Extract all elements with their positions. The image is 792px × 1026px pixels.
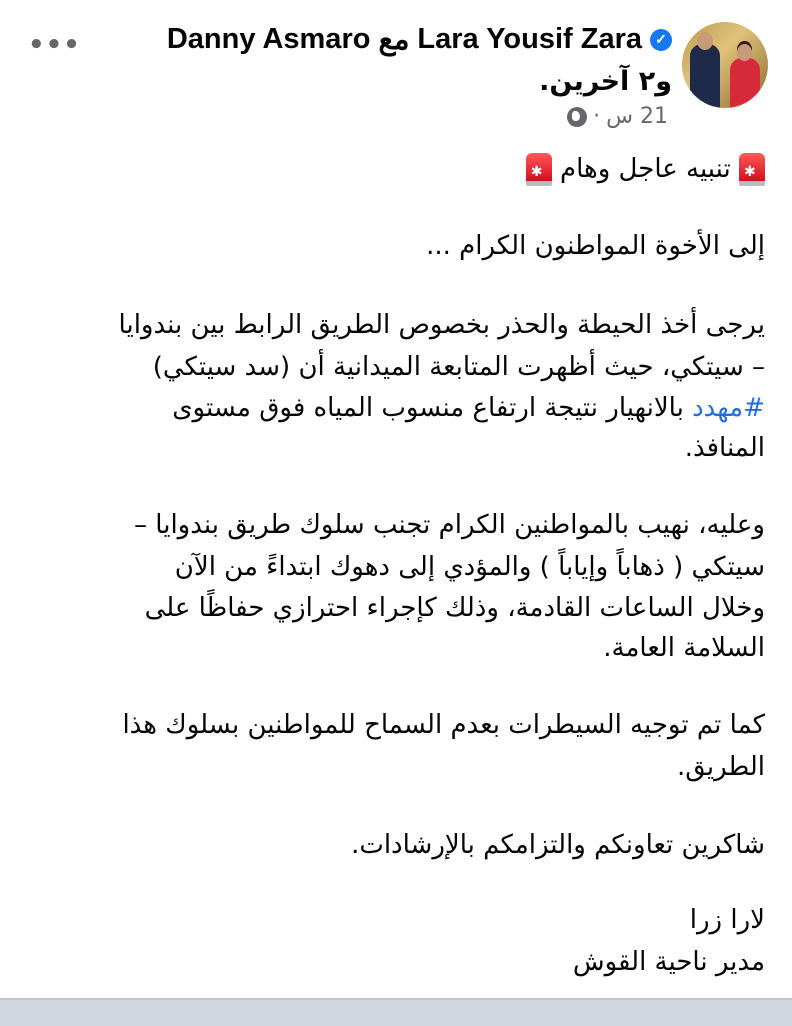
- post-line: كما تم توجيه السيطرات بعدم السماح للمواطنين بسلوك هذا: [122, 710, 765, 740]
- avatar-figure: [690, 44, 720, 108]
- with-word: مع: [378, 24, 410, 56]
- post-line: شاكرين تعاونكم والتزامكم بالإرشادات.: [351, 830, 765, 860]
- siren-icon: [739, 153, 765, 186]
- post-title: [526, 152, 765, 186]
- globe-icon: [567, 107, 587, 127]
- avatar-figure: [697, 32, 713, 50]
- post-meta: [567, 104, 668, 129]
- post-line: وعليه، نهيب بالمواطنين الكرام تجنب سلوك طريق بندوايا –: [134, 510, 765, 540]
- post-line: السلامة العامة.: [603, 633, 765, 663]
- siren-icon: [526, 153, 552, 186]
- hashtag-link[interactable]: #مهدد: [692, 393, 765, 423]
- title-text: تنبيه عاجل وهام: [560, 154, 731, 184]
- post-line: الطريق.: [676, 752, 765, 782]
- others-link[interactable]: و٢ آخرين.: [539, 66, 672, 97]
- post-header: [167, 22, 672, 57]
- tagged-name[interactable]: Danny Asmaro: [166, 23, 371, 55]
- verified-badge-icon: ✓: [650, 29, 672, 51]
- post-line: إلى الأخوة المواطنون الكرام ...: [426, 231, 765, 261]
- more-options-button[interactable]: •••: [28, 30, 81, 60]
- attached-media-preview[interactable]: [0, 998, 792, 1026]
- author-name[interactable]: Lara Yousif Zara: [417, 23, 642, 55]
- post-line: وخلال الساعات القادمة، وذلك كإجراء احترازي حفاظًا على: [144, 593, 765, 623]
- avatar-figure: [730, 58, 760, 108]
- signature-name: لارا زرا: [689, 905, 765, 935]
- post-line: يرجى أخذ الحيطة والحذر بخصوص الطريق الرابط بين بندوايا: [118, 310, 765, 340]
- author-avatar[interactable]: [682, 22, 768, 108]
- separator: ·: [593, 104, 601, 129]
- post-line: – سيتكي، حيث أظهرت المتابعة الميدانية أن (سد سيتكي): [152, 352, 765, 382]
- post-line-text: بالانهيار نتيجة ارتفاع منسوب المياه فوق مستوى: [172, 393, 684, 423]
- avatar-figure: [737, 44, 752, 61]
- post-line: [172, 391, 765, 425]
- post-line: المنافذ.: [684, 433, 765, 463]
- post-line: سيتكي ( ذهاباً وإياباً ) والمؤدي إلى دهوك ابتداءً من الآن: [174, 552, 765, 582]
- post-time[interactable]: 21 س: [606, 104, 668, 129]
- signature-title: مدير ناحية القوش: [572, 947, 765, 977]
